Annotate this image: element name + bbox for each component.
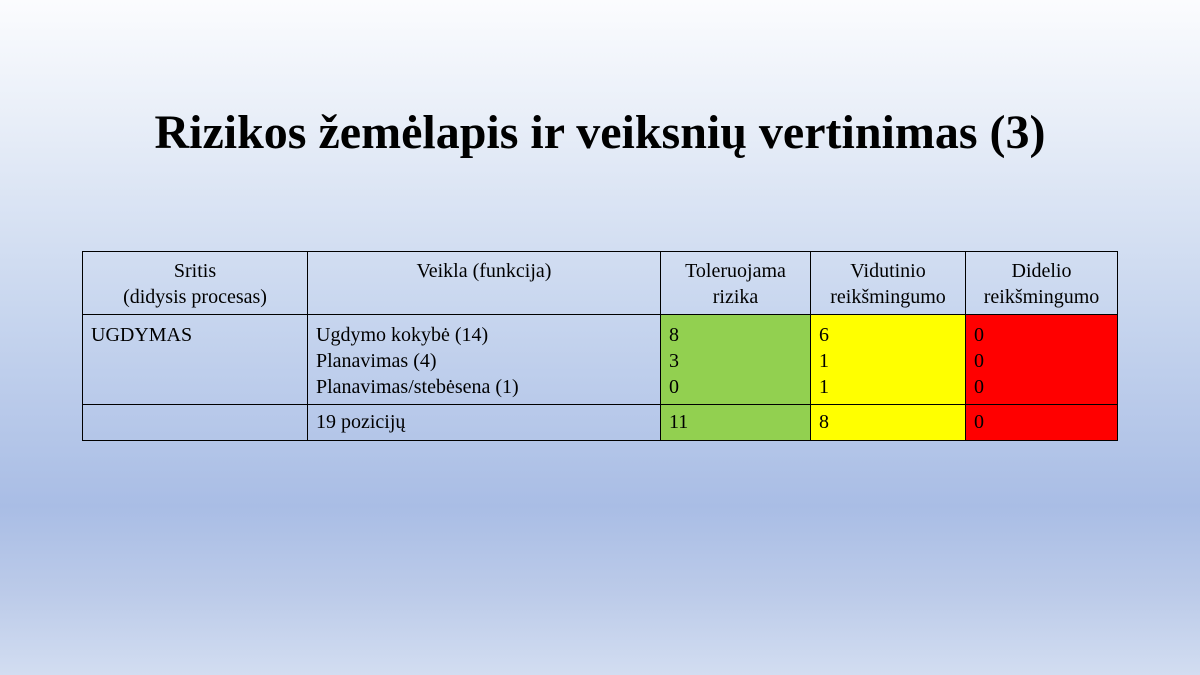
risk-map-table (82, 251, 1118, 441)
table-row (83, 315, 1118, 405)
vidutinio-value: 6 (819, 324, 829, 346)
toleruojama-value: 3 (669, 350, 679, 372)
didelio-value: 0 (974, 376, 984, 398)
table-header-row (83, 252, 1118, 315)
cell-veikla (308, 315, 661, 405)
header-toleruojama-line1: Toleruojama (685, 260, 786, 282)
total-sritis (83, 405, 308, 441)
total-didelio: 0 (966, 405, 1118, 441)
table-total-row (83, 405, 1118, 441)
header-veikla (308, 252, 661, 315)
veikla-item: Planavimas (4) (316, 350, 437, 372)
veikla-item: Planavimas/stebėsena (1) (316, 376, 519, 398)
cell-toleruojama (661, 315, 811, 405)
header-toleruojama (661, 252, 811, 315)
toleruojama-value: 0 (669, 376, 679, 398)
vidutinio-value: 1 (819, 350, 829, 372)
veikla-item: Ugdymo kokybė (14) (316, 324, 489, 346)
header-toleruojama-line2: rizika (712, 286, 759, 308)
cell-didelio (966, 315, 1118, 405)
total-vidutinio: 8 (811, 405, 966, 441)
header-didelio (966, 252, 1118, 315)
didelio-value: 0 (974, 324, 984, 346)
header-didelio-line2: reikšmingumo (983, 286, 1100, 308)
cell-vidutinio (811, 315, 966, 405)
header-vidutinio (811, 252, 966, 315)
total-veikla: 19 pozicijų (308, 405, 661, 441)
didelio-value: 0 (974, 350, 984, 372)
total-toleruojama: 11 (661, 405, 811, 441)
header-sritis-line1: Sritis (173, 260, 217, 282)
header-sritis-line2: (didysis procesas) (123, 286, 267, 308)
slide-title: Rizikos žemėlapis ir veiksnių vertinimas (3) (154, 106, 1046, 159)
vidutinio-value: 1 (819, 376, 829, 398)
header-vidutinio-line2: reikšmingumo (830, 286, 946, 308)
cell-sritis: UGDYMAS (83, 315, 308, 405)
header-veikla-label: Veikla (funkcija) (416, 260, 552, 282)
header-sritis (83, 252, 308, 315)
toleruojama-value: 8 (669, 324, 679, 346)
header-vidutinio-line1: Vidutinio (850, 260, 926, 282)
header-didelio-line1: Didelio (1011, 260, 1072, 282)
